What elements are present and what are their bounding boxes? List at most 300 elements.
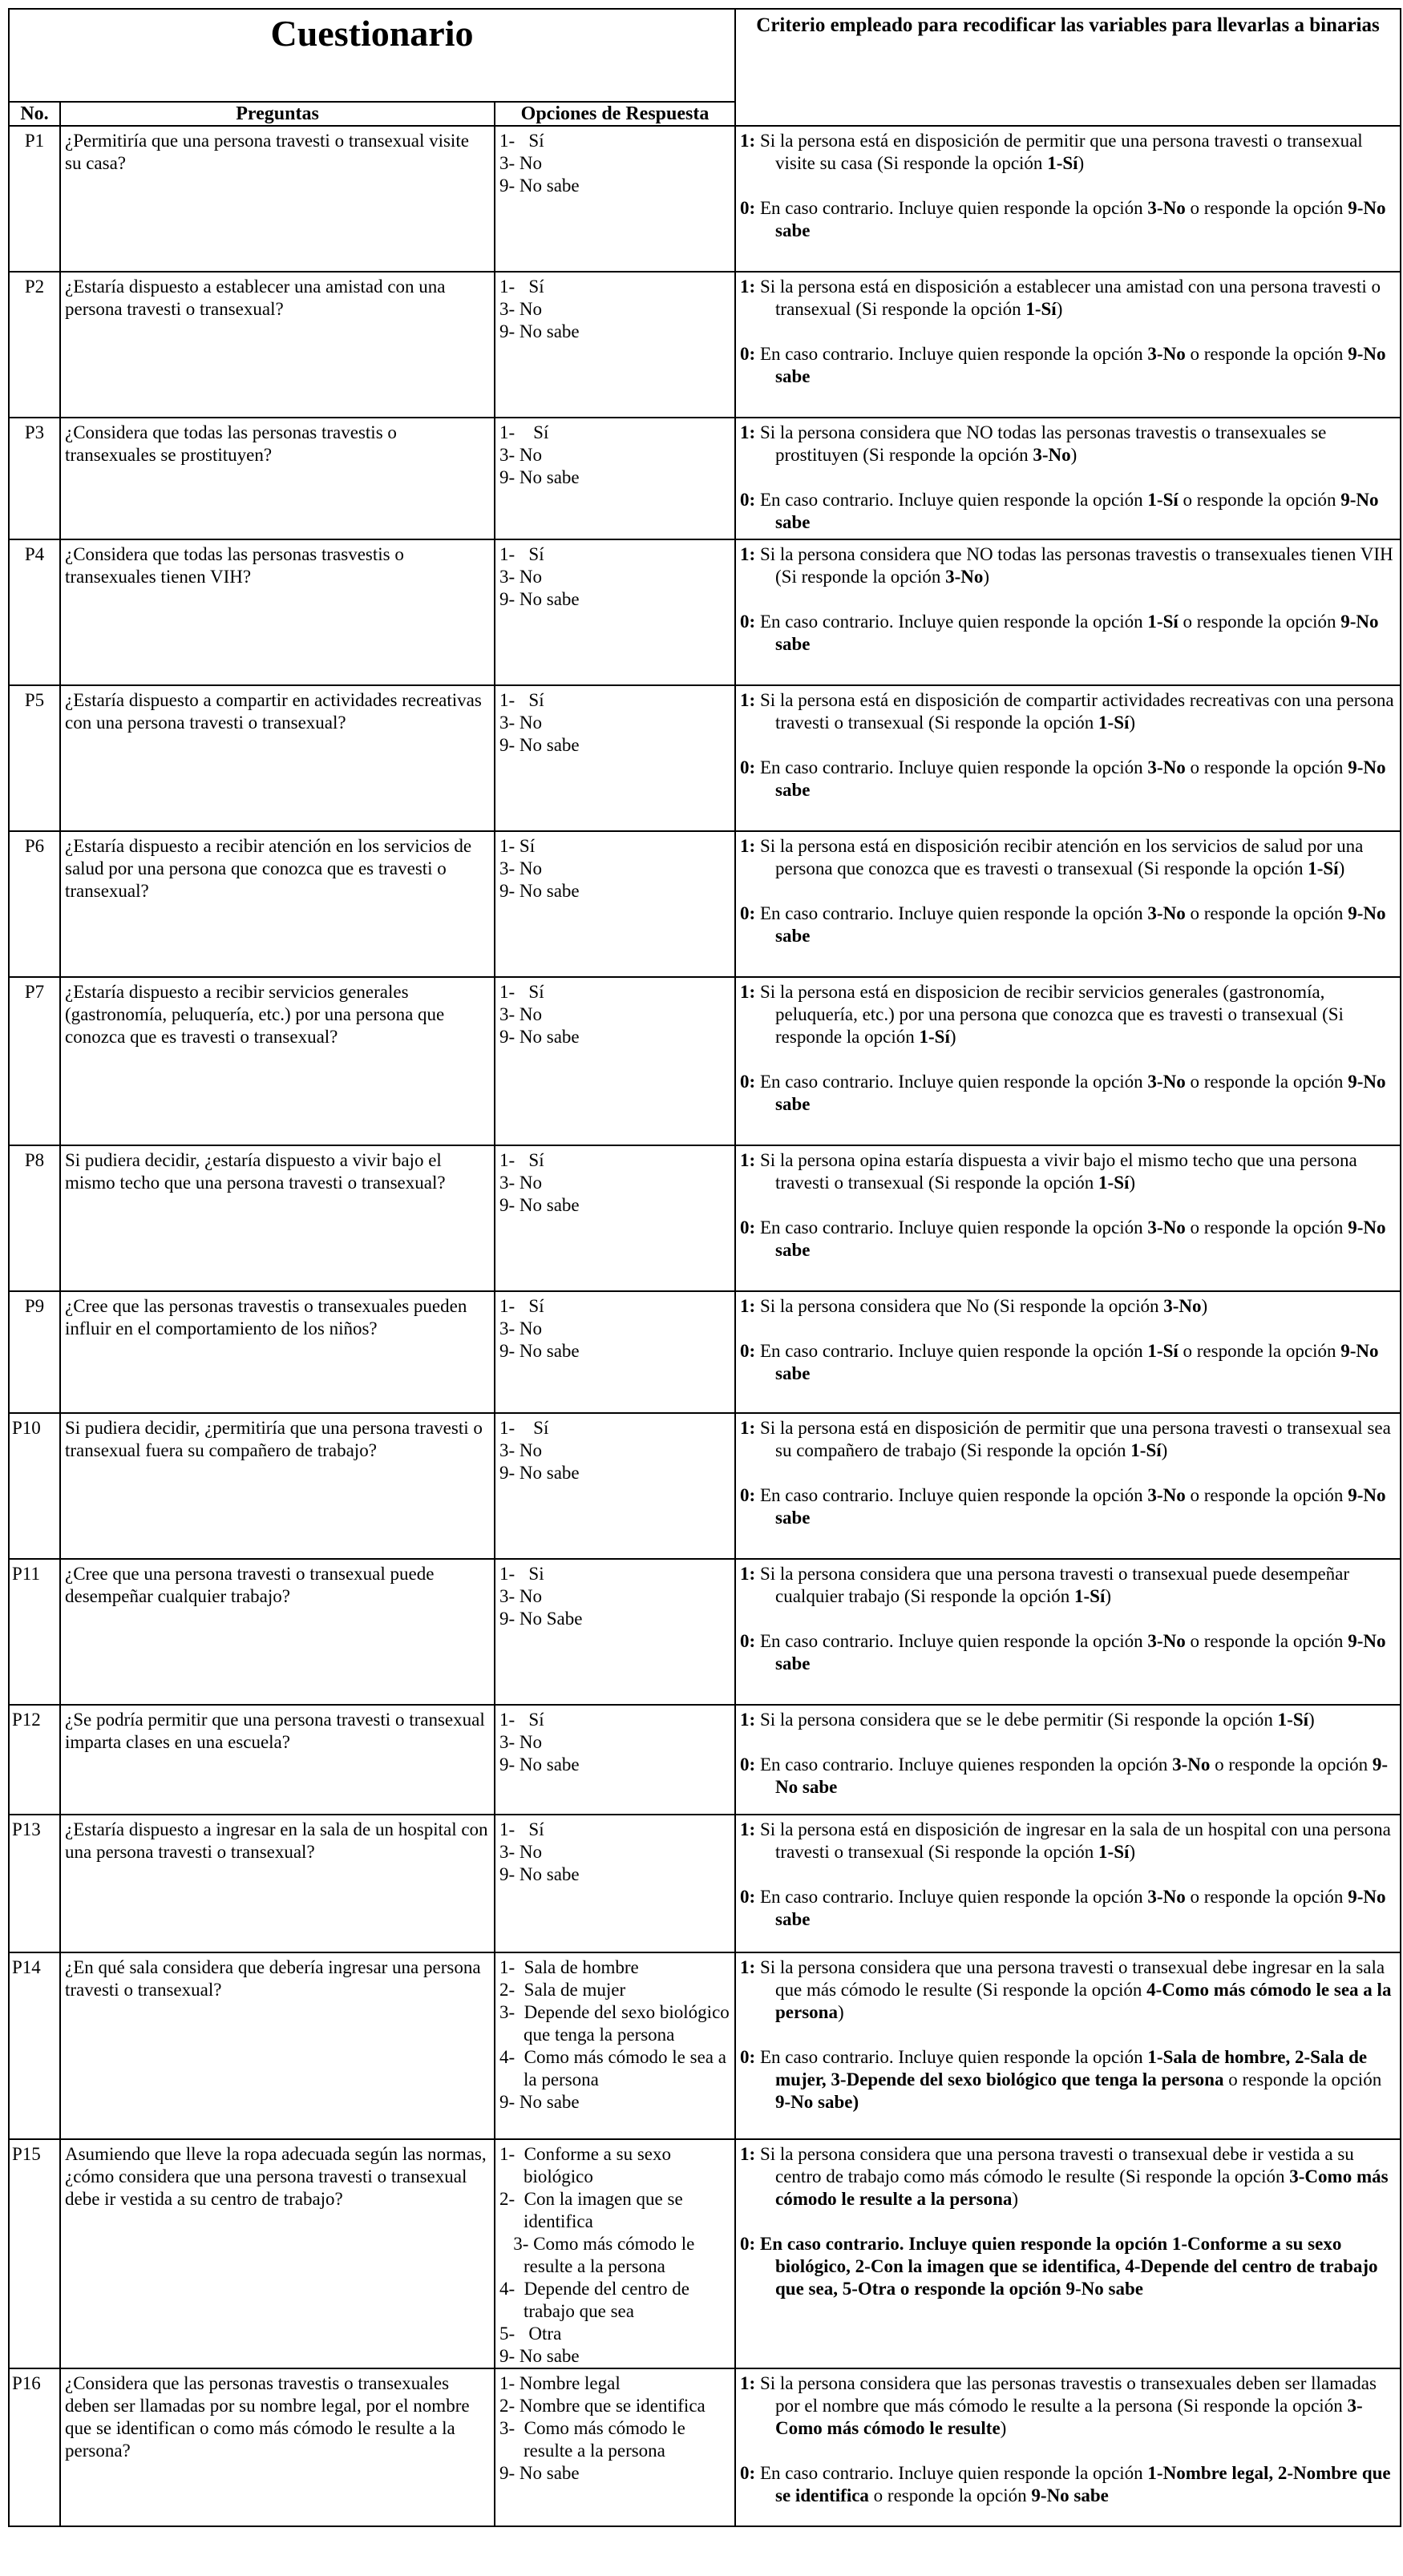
option-reference: 1-Sí — [1147, 490, 1179, 510]
criterion-text: o responde la opción — [1185, 757, 1348, 777]
criterion-text: En caso contrario. Incluye quien responde la opción — [759, 1887, 1148, 1907]
criterion-zero — [740, 1630, 1396, 1675]
question-number: P14 — [9, 1952, 60, 2139]
question-number: P4 — [9, 539, 60, 685]
answer-option: 1- Sí — [499, 1150, 544, 1170]
criterion-text: En caso contrario. Incluye quien responde la opción — [759, 198, 1148, 218]
option-reference: 3-No — [1147, 1485, 1186, 1505]
question-text: ¿Estaría dispuesto a establecer una amistad con una persona travesti o transexual? — [60, 272, 495, 418]
criterion-label: 1: — [740, 1150, 756, 1170]
option-reference: 3-No — [1147, 1631, 1186, 1651]
criterion-text: En caso contrario. Incluye quien responde la opción — [759, 757, 1148, 777]
option-reference: 4-Como más cómodo le sea a la persona — [775, 1980, 1392, 2022]
recode-criteria — [735, 977, 1401, 1145]
option-reference: 1-Sí — [1047, 153, 1078, 173]
question-number: P1 — [9, 126, 60, 272]
criterion-label: 0: — [740, 2463, 756, 2483]
table-row — [9, 539, 1401, 685]
criterion-text: o responde la opción — [1185, 1217, 1348, 1238]
criterion-text: ) — [1338, 858, 1345, 878]
criterion-one — [740, 2372, 1396, 2440]
answer-option: 3- Como más cómodo le resulte a la persona — [499, 2234, 700, 2276]
option-reference: 1-Sí — [1074, 1586, 1106, 1606]
criterion-text: Si la persona considera que NO todas las personas travestis o transexuales tienen VIH (Si responde la opción — [759, 544, 1393, 587]
recode-criteria — [735, 1815, 1401, 1952]
answer-option: 9- No sabe — [499, 321, 580, 341]
criterion-text: En caso contrario. Incluye quien responde la opción — [759, 344, 1148, 364]
answer-option: 1- Sí — [499, 1710, 544, 1730]
recode-criteria — [735, 539, 1401, 685]
criterion-zero — [740, 2233, 1396, 2300]
option-reference: 3-No — [945, 567, 984, 587]
answer-options — [495, 126, 735, 272]
answer-options — [495, 685, 735, 831]
criterion-label: 0: — [740, 612, 756, 632]
option-reference: 9-No sabe — [775, 344, 1386, 386]
option-reference: 9-No sabe — [1031, 2485, 1109, 2505]
answer-option: 9- No sabe — [499, 1463, 580, 1483]
question-number: P6 — [9, 831, 60, 977]
criterion-text: o responde la opción — [1185, 903, 1348, 923]
question-text: ¿Considera que las personas travestis o transexuales deben ser llamadas por su nombre legal, por el nombre que se identifican o como más cómodo le resulte a la persona? — [60, 2368, 495, 2526]
answer-option: 9- No sabe — [499, 1195, 580, 1215]
criterion-text: o responde la opción — [896, 2279, 1066, 2299]
criterion-label: 1: — [740, 422, 756, 442]
criterion-label: 0: — [740, 490, 756, 510]
criterion-text: o responde la opción — [1210, 1754, 1373, 1775]
criterion-text: En caso contrario. Incluye quien responde la opción — [759, 1217, 1148, 1238]
answer-option: 9- No sabe — [499, 1864, 580, 1884]
answer-option: 9- No sabe — [499, 2463, 580, 2483]
criterion-text: ) — [837, 2002, 844, 2022]
answer-option: 1- Sí — [499, 836, 536, 856]
option-reference: 1-Sí — [1147, 1341, 1179, 1361]
criterion-text: ) — [1161, 1440, 1168, 1460]
question-number: P3 — [9, 418, 60, 539]
criterion-zero — [740, 2046, 1396, 2114]
question-text: ¿Estaría dispuesto a recibir atención en los servicios de salud por una persona que conozca que es travesti o transexual? — [60, 831, 495, 977]
criterion-text: Si la persona está en disposición de permitir que una persona travesti o transexual visite su casa (Si responde la opción — [759, 131, 1363, 173]
recode-criteria — [735, 831, 1401, 977]
criterion-text: o responde la opción — [1178, 490, 1341, 510]
criterion-text: Si la persona considera que una persona travesti o transexual debe ir vestida a su centro de trabajo como más cómodo le resulte (Si responde la opción — [759, 2144, 1354, 2186]
answer-option: 9- No sabe — [499, 2092, 580, 2112]
answer-option: 3- No — [499, 1586, 543, 1606]
recode-criteria — [735, 418, 1401, 539]
criterion-text: ) — [949, 1027, 956, 1047]
criterion-label: 0: — [740, 1754, 756, 1775]
answer-option: 9- No sabe — [499, 176, 580, 196]
question-number: P12 — [9, 1705, 60, 1815]
option-reference: 9-No sabe — [775, 1485, 1386, 1528]
option-reference: 1-Sí — [1098, 1173, 1130, 1193]
answer-option: 3- No — [499, 1173, 543, 1193]
option-reference: 3-No — [1147, 1217, 1186, 1238]
criterion-text: Si la persona considera que NO todas las personas travestis o transexuales se prostituyen (Si responde la opción — [759, 422, 1327, 465]
option-reference: 9-No sabe — [775, 903, 1386, 946]
option-reference: 9-No sabe — [775, 1887, 1386, 1929]
option-reference: 3-No — [1147, 757, 1186, 777]
option-reference: 3-No — [1172, 1754, 1211, 1775]
table-title: Cuestionario — [9, 9, 735, 102]
question-text: ¿Permitiría que una persona travesti o transexual visite su casa? — [60, 126, 495, 272]
criterion-text: o responde la opción — [1178, 612, 1341, 632]
option-reference: 1-Sí — [1130, 1440, 1162, 1460]
criterion-text: ) — [1129, 1842, 1136, 1862]
criterion-label: 1: — [740, 1819, 756, 1839]
option-reference: 3-No — [1147, 903, 1186, 923]
criterion-label: 1: — [740, 690, 756, 710]
question-text: ¿Cree que las personas travestis o transexuales pueden influir en el comportamiento de los niños? — [60, 1291, 495, 1413]
criterion-text: o responde la opción — [1185, 198, 1348, 218]
answer-option: 1- Sí — [499, 690, 544, 710]
option-reference: 9-No sabe) — [775, 2092, 859, 2112]
criterion-text: ) — [1129, 713, 1136, 733]
criterion-label: 1: — [740, 1957, 756, 1977]
recode-criteria — [735, 272, 1401, 418]
answer-options — [495, 1952, 735, 2139]
table-row — [9, 272, 1401, 418]
option-reference: 1-Sala de hombre, 2-Sala de mujer, 3-Depende del sexo biológico que tenga la persona — [775, 2047, 1368, 2089]
criterion-label: 0: — [740, 1072, 756, 1092]
answer-option: 2- Con la imagen que se identifica — [499, 2189, 688, 2231]
criterion-label: 1: — [740, 131, 756, 151]
table-row — [9, 1291, 1401, 1413]
criterion-text: En caso contrario. Incluye quien responde la opción — [759, 490, 1148, 510]
question-text: ¿En qué sala considera que debería ingresar una persona travesti o transexual? — [60, 1952, 495, 2139]
criterion-one — [740, 276, 1396, 321]
answer-option: 1- Sí — [499, 277, 544, 297]
criterion-text: En caso contrario. Incluye quienes responden la opción — [759, 1754, 1173, 1775]
option-reference: 3-No — [1147, 1072, 1186, 1092]
question-text: Si pudiera decidir, ¿estaría dispuesto a vivir bajo el mismo techo que una persona travesti o transexual? — [60, 1145, 495, 1291]
criteria-header: Criterio empleado para recodificar las variables para llevarlas a binarias — [735, 9, 1401, 126]
answer-option: 3- No — [499, 1440, 543, 1460]
recode-criteria — [735, 1413, 1401, 1559]
question-text: ¿Considera que todas las personas trasvestis o transexuales tienen VIH? — [60, 539, 495, 685]
criterion-zero — [740, 2462, 1396, 2507]
criterion-text: ) — [983, 567, 990, 587]
criterion-zero — [740, 343, 1396, 388]
question-text: ¿Cree que una persona travesti o transexual puede desempeñar cualquier trabajo? — [60, 1559, 495, 1705]
answer-options — [495, 2368, 735, 2526]
recode-criteria — [735, 2368, 1401, 2526]
option-reference: 3-No — [1163, 1296, 1202, 1316]
criterion-text: o responde la opción — [1223, 2069, 1382, 2089]
answer-option: 3- No — [499, 445, 543, 465]
criterion-one — [740, 1149, 1396, 1194]
answer-option: 3- No — [499, 567, 543, 587]
criterion-label: 0: — [740, 1485, 756, 1505]
question-text: ¿Estaría dispuesto a ingresar en la sala de un hospital con una persona travesti o transexual? — [60, 1815, 495, 1952]
criterion-one — [740, 981, 1396, 1048]
option-reference: 1-Sí — [1098, 1842, 1130, 1862]
criterion-text: o responde la opción — [1185, 344, 1348, 364]
table-row — [9, 685, 1401, 831]
criterion-label: 1: — [740, 1418, 756, 1438]
recode-criteria — [735, 126, 1401, 272]
table-row — [9, 1145, 1401, 1291]
criterion-text: Si la persona considera que No (Si responde la opción — [759, 1296, 1164, 1316]
answer-option: 2- Nombre que se identifica — [499, 2396, 706, 2416]
option-reference: 3-Como más cómodo le resulte a la persona — [775, 2166, 1389, 2209]
column-header-no: No. — [9, 102, 60, 126]
criterion-text: ) — [1056, 299, 1063, 319]
criterion-label: 0: — [740, 1341, 756, 1361]
answer-option: 9- No sabe — [499, 881, 580, 901]
table-body — [9, 126, 1401, 2526]
answer-option: 9- No sabe — [499, 1754, 580, 1775]
criterion-one — [740, 2143, 1396, 2211]
option-reference: 1-Sí — [1147, 612, 1179, 632]
option-reference: 1-Nombre legal, 2-Nombre que se identifica — [775, 2463, 1391, 2505]
answer-option: 1- Sí — [499, 1418, 549, 1438]
answer-option: 9- No sabe — [499, 1027, 580, 1047]
criterion-text: o responde la opción — [1185, 1631, 1348, 1651]
table-row — [9, 1413, 1401, 1559]
option-reference: 9-No sabe — [775, 198, 1386, 240]
table-row — [9, 1705, 1401, 1815]
answer-options — [495, 1413, 735, 1559]
option-reference: 1-Sí — [1098, 713, 1130, 733]
answer-option: 3- No — [499, 1318, 543, 1338]
option-reference: 9-No sabe — [775, 1217, 1386, 1260]
criterion-label: 0: — [740, 2047, 756, 2067]
answer-option: 1- Sí — [499, 1819, 544, 1839]
answer-option: 3- No — [499, 713, 543, 733]
question-number: P16 — [9, 2368, 60, 2526]
criterion-label: 1: — [740, 1710, 756, 1730]
option-reference: 3-No — [1147, 344, 1186, 364]
criterion-text: ) — [1078, 153, 1085, 173]
question-text: ¿Considera que todas las personas travestis o transexuales se prostituyen? — [60, 418, 495, 539]
question-text: Asumiendo que lleve la ropa adecuada según las normas, ¿cómo considera que una persona travesti o transexual debe ir vestida a su centro de trabajo? — [60, 2139, 495, 2368]
question-number: P7 — [9, 977, 60, 1145]
criterion-label: 1: — [740, 2373, 756, 2393]
answer-options — [495, 539, 735, 685]
answer-options — [495, 1705, 735, 1815]
criterion-label: 1: — [740, 836, 756, 856]
question-number: P9 — [9, 1291, 60, 1413]
criterion-one — [740, 1295, 1396, 1318]
criterion-text: ) — [1308, 1710, 1315, 1730]
criterion-one — [740, 543, 1396, 588]
answer-option: 1- Sí — [499, 982, 544, 1002]
criterion-text: ) — [1070, 445, 1078, 465]
question-text: ¿Estaría dispuesto a compartir en actividades recreativas con una persona travesti o transexual? — [60, 685, 495, 831]
criterion-text: ) — [1000, 2418, 1007, 2438]
recode-criteria — [735, 1952, 1401, 2139]
answer-option: 3- Como más cómodo le resulte a la persona — [499, 2418, 690, 2461]
criterion-label: 0: — [740, 1217, 756, 1238]
column-header-options: Opciones de Respuesta — [495, 102, 735, 126]
option-reference: 1-Conforme a su sexo biológico, 2-Con la imagen que se identifica, 4-Depende del centro de trabajo que sea, 5-Otra — [775, 2234, 1378, 2299]
criterion-label: 0: — [740, 344, 756, 364]
criterion-label: 0: — [740, 1887, 756, 1907]
answer-option: 1- Sí — [499, 544, 544, 564]
answer-option: 2- Sala de mujer — [499, 1980, 626, 2000]
criterion-label: 0: — [740, 198, 756, 218]
table-row — [9, 831, 1401, 977]
answer-option: 3- Depende del sexo biológico que tenga la persona — [499, 2002, 734, 2045]
criterion-one — [740, 1956, 1396, 2024]
criterion-text: Si la persona considera que las personas travestis o transexuales deben ser llamadas por el nombre que más cómodo le resulte a la persona (Si responde la opción — [759, 2373, 1377, 2416]
recode-criteria — [735, 1705, 1401, 1815]
questionnaire-table — [8, 8, 1401, 2527]
table-row — [9, 418, 1401, 539]
recode-criteria — [735, 2139, 1401, 2368]
answer-option: 4- Depende del centro de trabajo que sea — [499, 2279, 694, 2321]
question-text: Si pudiera decidir, ¿permitiría que una persona travesti o transexual fuera su compañero de trabajo? — [60, 1413, 495, 1559]
answer-option: 1- Sí — [499, 1296, 544, 1316]
criterion-label: 1: — [740, 982, 756, 1002]
criterion-text: o responde la opción — [868, 2485, 1032, 2505]
table-row — [9, 2368, 1401, 2526]
criterion-text: En caso contrario. Incluye quien responde la opción — [759, 1485, 1148, 1505]
criterion-zero — [740, 1754, 1396, 1799]
answer-option: 9- No sabe — [499, 2346, 580, 2366]
answer-options — [495, 418, 735, 539]
answer-option: 1- Sí — [499, 131, 544, 151]
table-row — [9, 126, 1401, 272]
answer-option: 3- No — [499, 153, 543, 173]
criterion-text: Si la persona está en disposición de compartir actividades recreativas con una persona travesti o transexual (Si responde la opción — [759, 690, 1394, 733]
criterion-label: 1: — [740, 277, 756, 297]
criterion-text: o responde la opción — [1185, 1485, 1348, 1505]
recode-criteria — [735, 1291, 1401, 1413]
criterion-zero — [740, 1217, 1396, 1262]
recode-criteria — [735, 1145, 1401, 1291]
answer-option: 9- No sabe — [499, 467, 580, 487]
question-text: ¿Estaría dispuesto a recibir servicios generales (gastronomía, peluquería, etc.) por una persona que conozca que es travesti o transexual? — [60, 977, 495, 1145]
criterion-text: o responde la opción — [1178, 1341, 1341, 1361]
criterion-one — [740, 130, 1396, 175]
criterion-text: o responde la opción — [1185, 1887, 1348, 1907]
answer-option: 1- Si — [499, 1564, 544, 1584]
question-number: P2 — [9, 272, 60, 418]
criterion-zero — [740, 489, 1396, 534]
criterion-one — [740, 1417, 1396, 1462]
option-reference: 9-No sabe — [775, 1754, 1389, 1797]
table-row — [9, 1952, 1401, 2139]
criterion-label: 1: — [740, 1564, 756, 1584]
criterion-one — [740, 1563, 1396, 1608]
answer-option: 3- No — [499, 1842, 543, 1862]
criterion-one — [740, 689, 1396, 734]
option-reference: 1-Sí — [919, 1027, 950, 1047]
criterion-zero — [740, 757, 1396, 801]
criterion-text: En caso contrario. Incluye quien responde la opción — [759, 1072, 1148, 1092]
option-reference: 1-Sí — [1308, 858, 1339, 878]
answer-options — [495, 831, 735, 977]
criterion-text: En caso contrario. Incluye quien responde la opción — [759, 1341, 1148, 1361]
criterion-label: 0: — [740, 757, 756, 777]
table-row — [9, 1815, 1401, 1952]
option-reference: 3-No — [1147, 198, 1186, 218]
answer-option: 1- Sala de hombre — [499, 1957, 639, 1977]
criterion-zero — [740, 1484, 1396, 1529]
criterion-zero — [740, 1340, 1396, 1385]
criterion-text: Si la persona está en disposición de ingresar en la sala de un hospital con una persona travesti o transexual (Si responde la opción — [759, 1819, 1391, 1862]
criterion-text: Si la persona opina estaría dispuesta a vivir bajo el mismo techo que una persona travesti o transexual (Si responde la opción — [759, 1150, 1357, 1193]
criterion-label: 0: — [740, 903, 756, 923]
recode-criteria — [735, 685, 1401, 831]
answer-option: 1- Conforme a su sexo biológico — [499, 2144, 676, 2186]
criterion-text: ) — [1012, 2189, 1019, 2209]
option-reference: 9-No sabe — [775, 1631, 1386, 1674]
criterion-text: Si la persona está en disposición a establecer una amistad con una persona travesti o transexual (Si responde la opción — [759, 277, 1381, 319]
answer-option: 1- Sí — [499, 422, 549, 442]
criterion-text: Si la persona considera que se le debe permitir (Si responde la opción — [759, 1710, 1278, 1730]
answer-option: 1- Nombre legal — [499, 2373, 621, 2393]
question-number: P5 — [9, 685, 60, 831]
question-number: P11 — [9, 1559, 60, 1705]
table-row — [9, 1559, 1401, 1705]
answer-options — [495, 1559, 735, 1705]
criterion-text: En caso contrario. Incluye quien responde la opción — [759, 2463, 1148, 2483]
option-reference: 3-No — [1033, 445, 1071, 465]
recode-criteria — [735, 1559, 1401, 1705]
answer-option: 3- No — [499, 1732, 543, 1752]
answer-option: 9- No sabe — [499, 589, 580, 609]
answer-option: 9- No sabe — [499, 1341, 580, 1361]
answer-options — [495, 1815, 735, 1952]
criterion-text: En caso contrario. Incluye quien responde la opción — [759, 2047, 1148, 2067]
answer-options — [495, 2139, 735, 2368]
criterion-zero — [740, 611, 1396, 656]
criterion-one — [740, 1709, 1396, 1731]
criterion-text: o responde la opción — [1185, 1072, 1348, 1092]
option-reference: 1-Sí — [1025, 299, 1057, 319]
criterion-text: En caso contrario. Incluye quien responde la opción — [759, 903, 1148, 923]
answer-option: 4- Como más cómodo le sea a la persona — [499, 2047, 731, 2089]
criterion-label: 0: — [740, 1631, 756, 1651]
criterion-zero — [740, 197, 1396, 242]
criterion-text: Si la persona está en disposición de permitir que una persona travesti o transexual sea su compañero de trabajo (Si responde la opción — [759, 1418, 1391, 1460]
criterion-text: Si la persona considera que una persona travesti o transexual debe ingresar en la sala que más cómodo le resulte (Si responde la opción — [759, 1957, 1385, 2000]
criterion-zero — [740, 1071, 1396, 1116]
criterion-one — [740, 422, 1396, 466]
criterion-label: 0: — [740, 2234, 756, 2254]
question-text: ¿Se podría permitir que una persona travesti o transexual imparta clases en una escuela? — [60, 1705, 495, 1815]
table-row — [9, 977, 1401, 1145]
criterion-label: 1: — [740, 544, 756, 564]
option-reference: 9-No sabe — [775, 1072, 1386, 1114]
answer-option: 3- No — [499, 1004, 543, 1024]
option-reference: 3-Como más cómodo le resulte — [775, 2396, 1363, 2438]
criterion-one — [740, 835, 1396, 880]
option-reference: 9-No sabe — [775, 490, 1379, 532]
table-row — [9, 2139, 1401, 2368]
option-reference: 9-No sabe — [1065, 2279, 1143, 2299]
criterion-text: En caso contrario. Incluye quien responde la opción — [759, 1631, 1148, 1651]
option-reference: 9-No sabe — [775, 757, 1386, 800]
answer-option: 3- No — [499, 858, 543, 878]
question-number: P13 — [9, 1815, 60, 1952]
option-reference: 3-No — [1147, 1887, 1186, 1907]
answer-option: 9- No sabe — [499, 735, 580, 755]
question-number: P8 — [9, 1145, 60, 1291]
answer-option: 3- No — [499, 299, 543, 319]
answer-options — [495, 1145, 735, 1291]
column-header-questions: Preguntas — [60, 102, 495, 126]
criterion-one — [740, 1819, 1396, 1863]
answer-options — [495, 1291, 735, 1413]
option-reference: 9-No sabe — [775, 612, 1379, 654]
criterion-zero — [740, 902, 1396, 947]
criterion-text: Si la persona está en disposicion de recibir servicios generales (gastronomía, peluquería, etc.) por una persona que conozca que es travesti o transexual (Si responde la opción — [759, 982, 1344, 1047]
option-reference: 1-Sí — [1277, 1710, 1308, 1730]
